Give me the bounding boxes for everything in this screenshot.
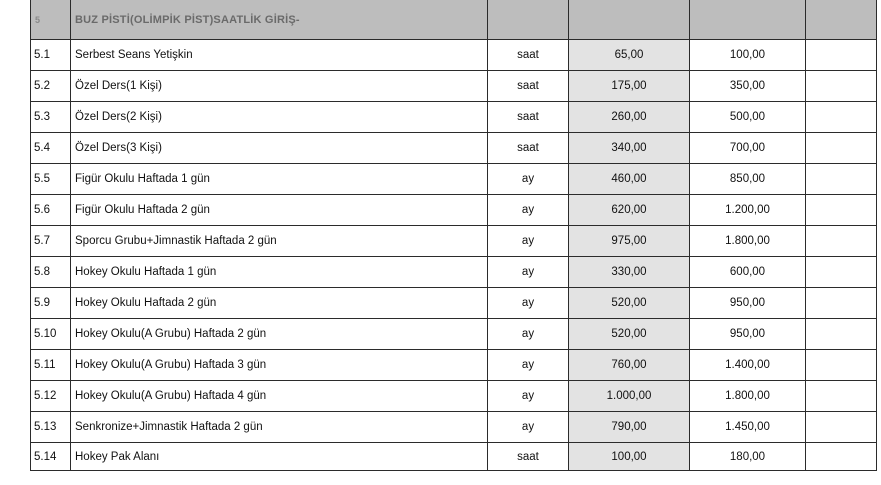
row-number: 5.11 bbox=[31, 350, 71, 381]
row-description: Figür Okulu Haftada 2 gün bbox=[71, 195, 488, 226]
row-price-1: 100,00 bbox=[569, 443, 690, 471]
row-unit: saat bbox=[488, 40, 569, 71]
row-number: 5.1 bbox=[31, 40, 71, 71]
row-unit: saat bbox=[488, 102, 569, 133]
row-extra bbox=[806, 350, 877, 381]
row-unit: ay bbox=[488, 319, 569, 350]
row-price-2: 1.800,00 bbox=[690, 381, 806, 412]
row-price-1: 620,00 bbox=[569, 195, 690, 226]
section-number: 5 bbox=[31, 0, 71, 40]
row-extra bbox=[806, 381, 877, 412]
row-description: Hokey Okulu Haftada 1 gün bbox=[71, 257, 488, 288]
row-extra bbox=[806, 71, 877, 102]
table-row bbox=[31, 288, 877, 319]
row-description: Hokey Okulu Haftada 2 gün bbox=[71, 288, 488, 319]
row-description: Hokey Pak Alanı bbox=[71, 443, 488, 471]
row-price-2: 950,00 bbox=[690, 288, 806, 319]
row-price-1: 520,00 bbox=[569, 288, 690, 319]
table-row bbox=[31, 164, 877, 195]
row-extra bbox=[806, 133, 877, 164]
row-price-2: 500,00 bbox=[690, 102, 806, 133]
row-number: 5.2 bbox=[31, 71, 71, 102]
row-price-2: 350,00 bbox=[690, 71, 806, 102]
table-row bbox=[31, 412, 877, 443]
price-table-body bbox=[31, 0, 877, 471]
row-number: 5.9 bbox=[31, 288, 71, 319]
row-price-1: 520,00 bbox=[569, 319, 690, 350]
table-row bbox=[31, 71, 877, 102]
row-number: 5.6 bbox=[31, 195, 71, 226]
row-price-1: 175,00 bbox=[569, 71, 690, 102]
row-number: 5.10 bbox=[31, 319, 71, 350]
row-number: 5.3 bbox=[31, 102, 71, 133]
row-price-2: 950,00 bbox=[690, 319, 806, 350]
row-description: Özel Ders(2 Kişi) bbox=[71, 102, 488, 133]
row-number: 5.5 bbox=[31, 164, 71, 195]
row-price-1: 460,00 bbox=[569, 164, 690, 195]
table-row bbox=[31, 133, 877, 164]
row-number: 5.12 bbox=[31, 381, 71, 412]
row-description: Senkronize+Jimnastik Haftada 2 gün bbox=[71, 412, 488, 443]
row-unit: saat bbox=[488, 443, 569, 471]
row-price-1: 340,00 bbox=[569, 133, 690, 164]
section-header-row bbox=[31, 0, 877, 40]
row-number: 5.4 bbox=[31, 133, 71, 164]
row-unit: ay bbox=[488, 288, 569, 319]
row-description: Özel Ders(1 Kişi) bbox=[71, 71, 488, 102]
row-extra bbox=[806, 257, 877, 288]
row-extra bbox=[806, 288, 877, 319]
row-extra bbox=[806, 319, 877, 350]
row-extra bbox=[806, 195, 877, 226]
row-price-1: 260,00 bbox=[569, 102, 690, 133]
row-price-1: 760,00 bbox=[569, 350, 690, 381]
price-table-sheet bbox=[30, 0, 876, 471]
table-row bbox=[31, 257, 877, 288]
row-price-2: 1.200,00 bbox=[690, 195, 806, 226]
row-price-2: 1.800,00 bbox=[690, 226, 806, 257]
header-cell-unit bbox=[488, 0, 569, 40]
row-price-2: 180,00 bbox=[690, 443, 806, 471]
row-extra bbox=[806, 443, 877, 471]
table-row bbox=[31, 381, 877, 412]
table-row bbox=[31, 40, 877, 71]
row-extra bbox=[806, 164, 877, 195]
row-extra bbox=[806, 226, 877, 257]
table-row bbox=[31, 319, 877, 350]
row-extra bbox=[806, 412, 877, 443]
row-price-2: 850,00 bbox=[690, 164, 806, 195]
row-price-1: 790,00 bbox=[569, 412, 690, 443]
row-price-2: 100,00 bbox=[690, 40, 806, 71]
row-unit: ay bbox=[488, 257, 569, 288]
row-unit: saat bbox=[488, 71, 569, 102]
row-unit: ay bbox=[488, 164, 569, 195]
row-description: Sporcu Grubu+Jimnastik Haftada 2 gün bbox=[71, 226, 488, 257]
row-unit: saat bbox=[488, 133, 569, 164]
row-description: Hokey Okulu(A Grubu) Haftada 4 gün bbox=[71, 381, 488, 412]
row-description: Hokey Okulu(A Grubu) Haftada 2 gün bbox=[71, 319, 488, 350]
row-number: 5.7 bbox=[31, 226, 71, 257]
row-description: Özel Ders(3 Kişi) bbox=[71, 133, 488, 164]
row-price-2: 600,00 bbox=[690, 257, 806, 288]
row-description: Hokey Okulu(A Grubu) Haftada 3 gün bbox=[71, 350, 488, 381]
row-unit: ay bbox=[488, 350, 569, 381]
row-description: Serbest Seans Yetişkin bbox=[71, 40, 488, 71]
row-unit: ay bbox=[488, 226, 569, 257]
row-price-1: 330,00 bbox=[569, 257, 690, 288]
header-cell-price2 bbox=[690, 0, 806, 40]
row-price-1: 1.000,00 bbox=[569, 381, 690, 412]
table-row bbox=[31, 195, 877, 226]
row-price-1: 975,00 bbox=[569, 226, 690, 257]
row-price-2: 1.450,00 bbox=[690, 412, 806, 443]
row-price-2: 1.400,00 bbox=[690, 350, 806, 381]
row-unit: ay bbox=[488, 195, 569, 226]
price-table bbox=[30, 0, 877, 471]
row-unit: ay bbox=[488, 412, 569, 443]
row-description: Figür Okulu Haftada 1 gün bbox=[71, 164, 488, 195]
table-row bbox=[31, 350, 877, 381]
row-number: 5.8 bbox=[31, 257, 71, 288]
row-price-1: 65,00 bbox=[569, 40, 690, 71]
row-unit: ay bbox=[488, 381, 569, 412]
table-row bbox=[31, 102, 877, 133]
row-number: 5.14 bbox=[31, 443, 71, 471]
row-extra bbox=[806, 40, 877, 71]
row-price-2: 700,00 bbox=[690, 133, 806, 164]
row-number: 5.13 bbox=[31, 412, 71, 443]
header-cell-price1 bbox=[569, 0, 690, 40]
section-title: BUZ PİSTİ(OLİMPİK PİST)SAATLİK GİRİŞ- bbox=[71, 0, 488, 40]
header-cell-extra bbox=[806, 0, 877, 40]
table-row bbox=[31, 226, 877, 257]
table-row bbox=[31, 443, 877, 471]
row-extra bbox=[806, 102, 877, 133]
